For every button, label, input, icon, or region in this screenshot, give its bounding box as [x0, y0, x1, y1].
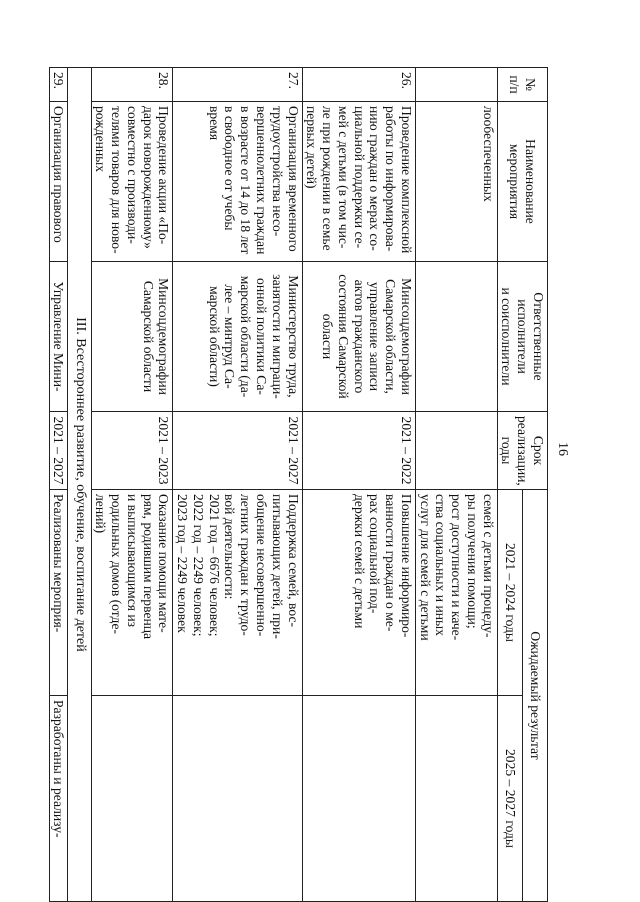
cell-name: лообеспеченных	[415, 102, 497, 262]
cell-result-2	[415, 696, 497, 902]
cell-result-1: Реализованы мероприя-	[49, 490, 68, 696]
cell-num: 28.	[91, 68, 173, 102]
cell-term: 2021 – 2023	[91, 412, 173, 490]
cell-name: Организация временного трудоустройства несо- вершеннолетних граждан в возрасте от 14 до 18 лет в свободное от учебы время	[173, 102, 302, 262]
cell-responsible: Минсоцдемографии Самарской области, управление записи актов гражданского состояния Самарской области	[302, 262, 415, 412]
cell-term: 2021 – 2027	[49, 412, 68, 490]
section-heading: III. Всестороннее развитие, обучение, воспитание детей	[68, 68, 91, 902]
cell-term	[415, 412, 497, 490]
header-name: Наименование мероприятия	[497, 102, 547, 262]
header-period-2: 2025 – 2027 годы	[497, 696, 522, 902]
cell-num: 27.	[173, 68, 302, 102]
cell-result-2	[91, 696, 173, 902]
cell-result-1: Поддержка семей, вос- питывающих детей, при- общение несовершенно- летних граждан к трудо- вой деятельности: 2021 год – 6676 человек; 2022 год – 2249 человек; 2023 год – 2249 человек	[173, 490, 302, 696]
header-num: № п/п	[497, 68, 547, 102]
cell-term: 2021 – 2027	[173, 412, 302, 490]
cell-result-2: Разработаны и реализу-	[49, 696, 68, 902]
page-number: 16	[555, 442, 570, 456]
cell-name: Организация правового	[49, 102, 68, 262]
table-row	[49, 68, 68, 902]
cell-num: 26.	[302, 68, 415, 102]
cell-num	[415, 68, 497, 102]
cell-result-1: Повышение информиро- ванности граждан о ме- рах социальной под- держки семей с детьми	[302, 490, 415, 696]
table-header	[497, 68, 547, 902]
cell-result-1: Оказание помощи мате- рям, родившим первенца и выписывающимся из родильных домов (отде- лений)	[91, 490, 173, 696]
cell-responsible: Министерство труда, занятости и миграци- онной политики Са- марской области (да- лее – минтруд Са- марской области)	[173, 262, 302, 412]
header-term: Срок реализации, годы	[497, 412, 547, 490]
table-row	[91, 68, 173, 902]
cell-result-2	[302, 696, 415, 902]
cell-responsible: Минсоцдемографии Самарской области	[91, 262, 173, 412]
cell-num: 29.	[49, 68, 68, 102]
table-row-continued	[415, 68, 497, 902]
cell-name: Проведение комплексной работы по информирова- нию граждан о мерах со- циальной поддержки се- мей с детьми (в том чис- ле при рождении в семье первых детей)	[302, 102, 415, 262]
cell-responsible	[415, 262, 497, 412]
rotated-page-content	[32, 67, 548, 901]
cell-result-1: семей с детьми процеду- ры получения помощи; рост доступности и каче- ства социальных и иных услуг для семей с детьми	[415, 490, 497, 696]
table-row	[173, 68, 302, 902]
cell-name: Проведение акции «По- дарок новорожденному» совместно с производи- телями товаров для ново- рожденных	[91, 102, 173, 262]
header-responsible: Ответственные исполнители и соисполнители	[497, 262, 547, 412]
cell-term: 2021 – 2022	[302, 412, 415, 490]
header-result: Ожидаемый результат	[522, 490, 547, 902]
header-period-1: 2021 – 2024 годы	[497, 490, 522, 696]
table-row	[302, 68, 415, 902]
section-row	[68, 68, 91, 902]
cell-responsible: Управление Мини-	[49, 262, 68, 412]
plan-table	[49, 67, 548, 902]
cell-result-2	[173, 696, 302, 902]
